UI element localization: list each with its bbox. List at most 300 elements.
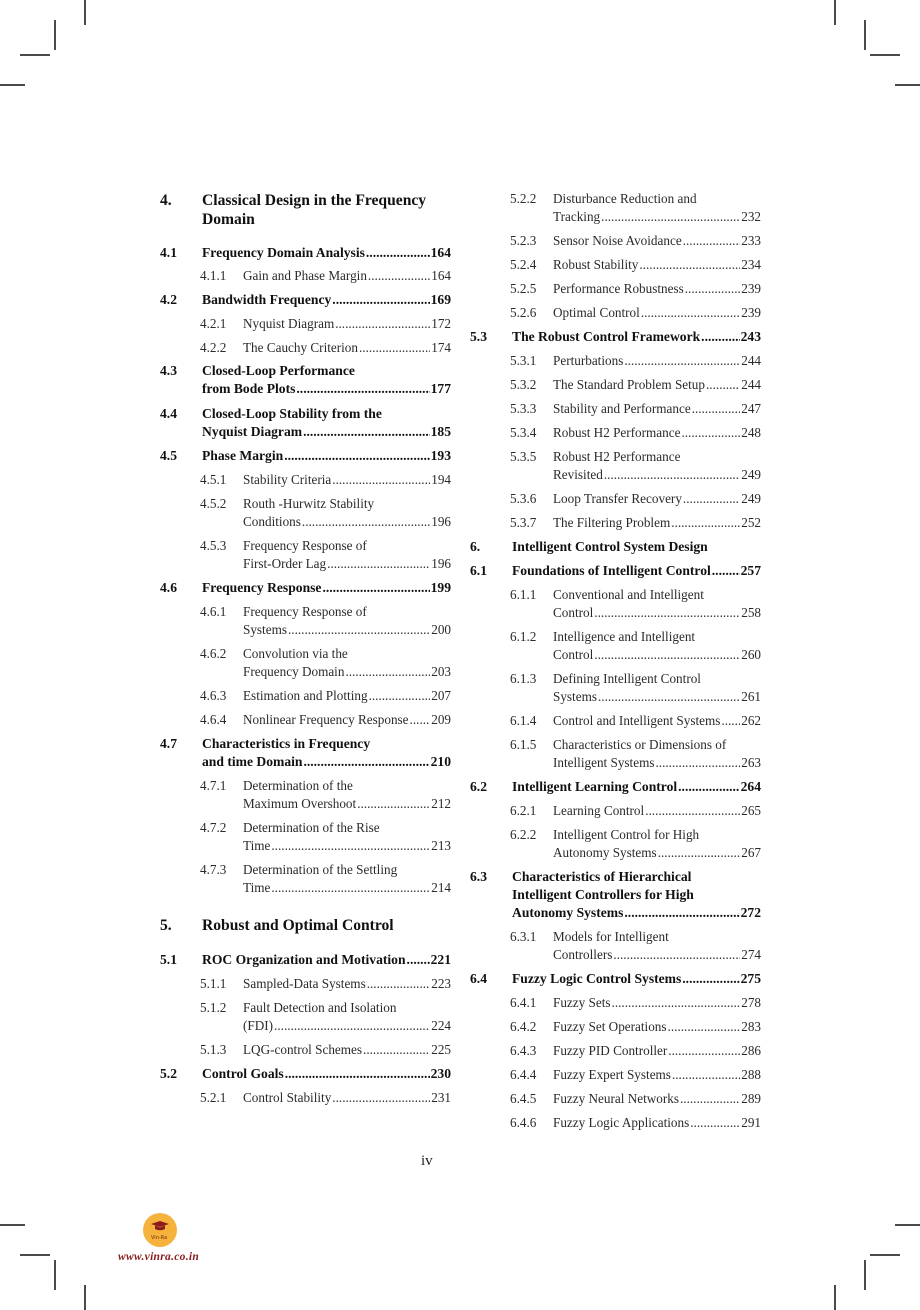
toc-page-number: 230 [430,1066,451,1081]
toc-entry-line [512,778,761,796]
toc-title: Optimal Control [553,305,640,320]
toc-title: Systems [553,689,597,704]
toc-entry-line [243,795,451,813]
dot-leader [624,904,739,922]
crop-mark [864,20,866,50]
toc-title: Sensor Noise Avoidance [553,233,682,248]
toc-number: 4.4 [160,406,177,421]
toc-page-number: 278 [741,995,761,1010]
dot-leader [678,778,739,796]
toc-number: 4.6.3 [200,688,227,703]
toc-page-number: 196 [431,556,451,571]
toc-title: Controllers [553,947,613,962]
toc-title: Frequency Response [202,580,322,595]
toc-number: 5.2 [160,1066,177,1081]
toc-number: 5.3.7 [510,515,537,530]
toc-page-number: 243 [740,329,761,344]
toc-page-number: 260 [741,647,761,662]
toc-entry-line [202,951,451,969]
toc-title: Fuzzy Neural Networks [553,1091,679,1106]
toc-page-number: 224 [431,1018,451,1033]
toc-entry-line [243,621,451,639]
dot-leader [685,280,740,298]
crop-mark [0,84,25,86]
toc-entry-line [243,879,451,897]
toc-entry-line [553,1018,761,1036]
toc-number: 6.4.1 [510,995,537,1010]
page-number: iv [421,1153,433,1169]
toc-page-number: 244 [741,377,761,392]
toc-title: Fault Detection and Isolation [243,1000,397,1015]
toc-title: Robust H2 Performance [553,425,681,440]
dot-leader [672,1066,740,1084]
toc-entry-line [512,970,761,988]
toc-title: The Filtering Problem [553,515,671,530]
toc-page-number: 272 [740,905,761,920]
toc-page-number: 177 [430,381,451,396]
toc-page-number: 223 [431,976,451,991]
toc-title: Conditions [243,514,301,529]
toc-page-number: 199 [430,580,451,595]
dot-leader [680,1090,740,1108]
toc-number: 6.1.4 [510,713,537,728]
toc-page-number: 203 [431,664,451,679]
toc-page-number: 196 [431,514,451,529]
toc-title: Performance Robustness [553,281,684,296]
toc-number: 5.1.3 [200,1042,227,1057]
toc-page-number: 214 [431,880,451,895]
toc-number: 4.2.2 [200,340,227,355]
crop-mark [84,0,86,25]
toc-title: Control and Intelligent Systems [553,713,721,728]
dot-leader [363,1041,430,1059]
toc-number: 4.1 [160,245,177,260]
dot-leader [655,754,740,772]
toc-title: LQG-control Schemes [243,1042,363,1057]
toc-title: Control [553,647,594,662]
toc-number: 4.2.1 [200,316,227,331]
toc-title: Intelligent Controllers for High [512,887,694,902]
crop-mark [0,1224,25,1226]
toc-entry-line [553,400,761,418]
dot-leader [303,753,429,771]
toc-number: 6.1.2 [510,629,537,644]
toc-title: Determination of the Rise [243,820,380,835]
toc-number: 6.1 [470,563,487,578]
toc-page-number: 283 [741,1019,761,1034]
toc-title: First-Order Lag [243,556,327,571]
dot-leader [645,802,740,820]
toc-page-number: 263 [741,755,761,770]
toc-number: 6.4.5 [510,1091,537,1106]
toc-number: 5. [160,917,172,934]
toc-title: Estimation and Plotting [243,688,368,703]
toc-title: Intelligent Learning Control [512,779,678,794]
toc-title: Frequency Response of [243,604,367,619]
toc-title: Loop Transfer Recovery [553,491,682,506]
toc-entry-line [243,975,451,993]
crop-mark [20,1254,50,1256]
toc-number: 6.4 [470,971,487,986]
toc-number: 4.5.1 [200,472,227,487]
toc-title: Disturbance Reduction and [553,191,697,206]
toc-page-number: 289 [741,1091,761,1106]
toc-entry-line [553,688,761,706]
toc-title: Domain [202,211,255,228]
dot-leader [367,975,431,993]
toc-entry-line [553,304,761,322]
toc-number: 5.1.1 [200,976,227,991]
toc-page-number: 174 [431,340,451,355]
toc-entry-line [553,646,761,664]
toc-number: 6.2 [470,779,487,794]
toc-entry-line [202,579,451,597]
toc-entry-line [243,837,451,855]
dot-leader [712,562,740,580]
toc-title: Learning Control [553,803,645,818]
toc-number: 5.3.5 [510,449,537,464]
toc-title: Robust Stability [553,257,639,272]
toc-title: Stability Criteria [243,472,332,487]
toc-entry-line [553,256,761,274]
toc-page-number: 209 [431,712,451,727]
toc-number: 4.6.2 [200,646,227,661]
dot-leader [641,304,740,322]
toc-entry-line [553,844,761,862]
toc-number: 5.2.4 [510,257,537,272]
toc-entry-line [243,1089,451,1107]
toc-entry-line [553,514,761,532]
dot-leader [284,447,429,465]
dot-leader [721,712,740,730]
toc-title: Intelligence and Intelligent [553,629,696,644]
toc-entry-line [512,562,761,580]
toc-title: ROC Organization and Motivation [202,952,406,967]
dot-leader [658,844,741,862]
toc-title: Frequency Domain [243,664,345,679]
toc-entry-line [553,712,761,730]
toc-entry-line [553,232,761,250]
toc-entry-line [243,471,451,489]
toc-number: 6.3.1 [510,929,537,944]
toc-page-number: 164 [430,245,451,260]
dot-leader [285,1065,430,1083]
toc-page-number: 164 [431,268,451,283]
toc-title: Frequency Response of [243,538,367,553]
dot-leader [288,621,430,639]
toc-page-number: 275 [740,971,761,986]
toc-page-number: 244 [741,353,761,368]
toc-entry-line [202,244,451,262]
toc-page-number: 264 [740,779,761,794]
toc-number: 5.2.5 [510,281,537,296]
toc-entry-line [243,555,451,573]
dot-leader [302,513,430,531]
toc-entry-line [553,1090,761,1108]
toc-number: 4.6.4 [200,712,227,727]
toc-title: The Robust Control Framework [512,329,701,344]
crop-mark [895,1224,920,1226]
toc-number: 5.3.2 [510,377,537,392]
dot-leader [410,711,431,729]
toc-title: (FDI) [243,1018,274,1033]
toc-page-number: 274 [741,947,761,962]
dot-leader [271,837,430,855]
toc-entry-line [553,208,761,226]
dot-leader [692,400,741,418]
toc-entry-line [553,802,761,820]
toc-title: Conventional and Intelligent [553,587,704,602]
toc-title: Foundations of Intelligent Control [512,563,711,578]
toc-page-number: 193 [430,448,451,463]
toc-number: 5.3 [470,329,487,344]
dot-leader [668,1042,740,1060]
toc-page-number: 185 [430,424,451,439]
toc-entry-line [512,904,761,922]
toc-entry-line [553,352,761,370]
toc-page-number: 267 [741,845,761,860]
crop-mark [20,54,50,56]
toc-page-number: 258 [741,605,761,620]
toc-title: and time Domain [202,754,303,769]
toc-entry-line [243,711,451,729]
toc-entry-line [243,513,451,531]
toc-page-number: 210 [430,754,451,769]
toc-number: 6.4.6 [510,1115,537,1130]
toc-number: 4. [160,192,172,209]
dot-leader [357,795,430,813]
dot-leader [369,687,431,705]
website-url[interactable]: www.vinra.co.in [118,1251,200,1263]
dot-leader [335,315,430,333]
toc-number: 5.1 [160,952,177,967]
toc-entry-line [553,1114,761,1132]
crop-mark [870,54,900,56]
toc-page-number: 207 [431,688,451,703]
toc-entry-line [243,339,451,357]
toc-number: 4.2 [160,292,177,307]
toc-page-number: 265 [741,803,761,818]
toc-entry-line [553,466,761,484]
toc-title: The Standard Problem Setup [553,377,705,392]
toc-title: Robust and Optimal Control [202,917,394,934]
dot-leader [681,424,740,442]
toc-number: 5.2.3 [510,233,537,248]
toc-number: 6.3 [470,869,487,884]
toc-number: 6.4.2 [510,1019,537,1034]
toc-page-number: 172 [431,316,451,331]
toc-title: Maximum Overshoot [243,796,357,811]
toc-title: Frequency Domain Analysis [202,245,365,260]
toc-entry-line [202,291,451,309]
toc-title: Intelligent Control for High [553,827,700,842]
dot-leader [332,471,430,489]
toc-entry-line [553,490,761,508]
crop-mark [54,1260,56,1290]
dot-leader [604,466,740,484]
dot-leader [682,970,739,988]
toc-title: Models for Intelligent [553,929,669,944]
dot-leader [624,352,740,370]
toc-number: 5.2.1 [200,1090,227,1105]
graduation-cap-icon [151,1221,169,1231]
dot-leader [668,1018,741,1036]
toc-number: 6.1.3 [510,671,537,686]
toc-title: Characteristics or Dimensions of [553,737,727,752]
toc-page-number: 249 [741,467,761,482]
toc-title: Gain and Phase Margin [243,268,367,283]
dot-leader [368,267,430,285]
toc-page-number: 291 [741,1115,761,1130]
publisher-logo [143,1213,177,1247]
toc-entry-line [202,1065,451,1083]
toc-number: 4.7.1 [200,778,227,793]
toc-title: Classical Design in the Frequency [202,192,427,209]
toc-page-number: 239 [741,281,761,296]
toc-title: Characteristics of Hierarchical [512,869,692,884]
dot-leader [303,423,430,441]
toc-number: 6.4.4 [510,1067,537,1082]
toc-page-number: 261 [741,689,761,704]
dot-leader [332,1089,430,1107]
toc-title: Stability and Performance [553,401,691,416]
toc-page-number: 249 [741,491,761,506]
toc-number: 5.2.6 [510,305,537,320]
toc-title: Autonomy Systems [512,905,624,920]
toc-page-number: 233 [741,233,761,248]
toc-entry-line [243,315,451,333]
toc-page-number: 194 [431,472,451,487]
toc-number: 5.3.4 [510,425,537,440]
toc-title: Robust H2 Performance [553,449,681,464]
toc-title: Closed-Loop Stability from the [202,406,382,421]
toc-entry-line [553,376,761,394]
dot-leader [327,555,430,573]
toc-title: Characteristics in Frequency [202,736,371,751]
toc-title: Closed-Loop Performance [202,363,355,378]
toc-entry-line [553,946,761,964]
toc-number: 5.3.6 [510,491,537,506]
toc-number: 5.3.3 [510,401,537,416]
toc-entry-line [243,1041,451,1059]
toc-title: Bandwidth Frequency [202,292,332,307]
toc-number: 6.2.2 [510,827,537,842]
toc-title: Phase Margin [202,448,284,463]
toc-page-number: 225 [431,1042,451,1057]
toc-page-number: 239 [741,305,761,320]
toc-title: Control Goals [202,1066,284,1081]
toc-title: Routh -Hurwitz Stability [243,496,375,511]
crop-mark [834,1285,836,1310]
toc-title: The Cauchy Criterion [243,340,358,355]
toc-page-number: 262 [741,713,761,728]
toc-title: Nonlinear Frequency Response [243,712,409,727]
toc-entry-line [243,1017,451,1035]
toc-entry-line [553,1042,761,1060]
dot-leader [359,339,430,357]
toc-number: 4.5.2 [200,496,227,511]
dot-leader [345,663,430,681]
crop-mark [834,0,836,25]
toc-page-number: 213 [431,838,451,853]
toc-entry-line [553,424,761,442]
toc-number: 4.6.1 [200,604,227,619]
toc-number: 4.7 [160,736,177,751]
toc-number: 4.3 [160,363,177,378]
toc-title: Sampled-Data Systems [243,976,366,991]
toc-title: Revisited [553,467,603,482]
toc-title: Determination of the [243,778,353,793]
toc-entry-line [553,754,761,772]
toc-entry-line [202,423,451,441]
toc-number: 4.7.2 [200,820,227,835]
dot-leader [612,994,741,1012]
toc-page-number: 257 [740,563,761,578]
toc-page-number: 200 [431,622,451,637]
dot-leader [613,946,740,964]
toc-title: Fuzzy PID Controller [553,1043,668,1058]
toc-number: 4.1.1 [200,268,227,283]
dot-leader [683,490,740,508]
crop-mark [864,1260,866,1290]
dot-leader [594,604,740,622]
toc-number: 5.3.1 [510,353,537,368]
toc-number: 6.4.3 [510,1043,537,1058]
toc-title: Defining Intelligent Control [553,671,701,686]
toc-entry-line [202,380,451,398]
toc-page-number: 212 [431,796,451,811]
dot-leader [296,380,429,398]
crop-mark [84,1285,86,1310]
toc-title: Determination of the Settling [243,862,398,877]
dot-leader [598,688,740,706]
toc-title: Fuzzy Logic Applications [553,1115,690,1130]
toc-page-number: 221 [430,952,451,967]
toc-number: 4.5 [160,448,177,463]
toc-entry-line [553,994,761,1012]
toc-title: Systems [243,622,287,637]
toc-page-number: 232 [741,209,761,224]
toc-number: 5.2.2 [510,191,537,206]
crop-mark [54,20,56,50]
dot-leader [366,244,430,262]
dot-leader [683,232,741,250]
toc-entry-line [553,1066,761,1084]
dot-leader [601,208,740,226]
toc-number: 6. [470,539,481,554]
toc-title: Fuzzy Sets [553,995,611,1010]
toc-page-number: 234 [741,257,761,272]
dot-leader [690,1114,740,1132]
toc-title: Intelligent Control System Design [512,539,708,554]
toc-title: Fuzzy Set Operations [553,1019,667,1034]
toc-title: Perturbations [553,353,624,368]
toc-entry-line [202,753,451,771]
toc-number: 6.1.1 [510,587,537,602]
toc-title: Time [243,838,271,853]
dot-leader [639,256,740,274]
dot-leader [706,376,740,394]
dot-leader [594,646,740,664]
dot-leader [701,328,739,346]
toc-page-number: 247 [741,401,761,416]
toc-number: 4.6 [160,580,177,595]
dot-leader [274,1017,430,1035]
crop-mark [870,1254,900,1256]
dot-leader [671,514,740,532]
toc-number: 6.1.5 [510,737,537,752]
toc-entry-line [553,604,761,622]
